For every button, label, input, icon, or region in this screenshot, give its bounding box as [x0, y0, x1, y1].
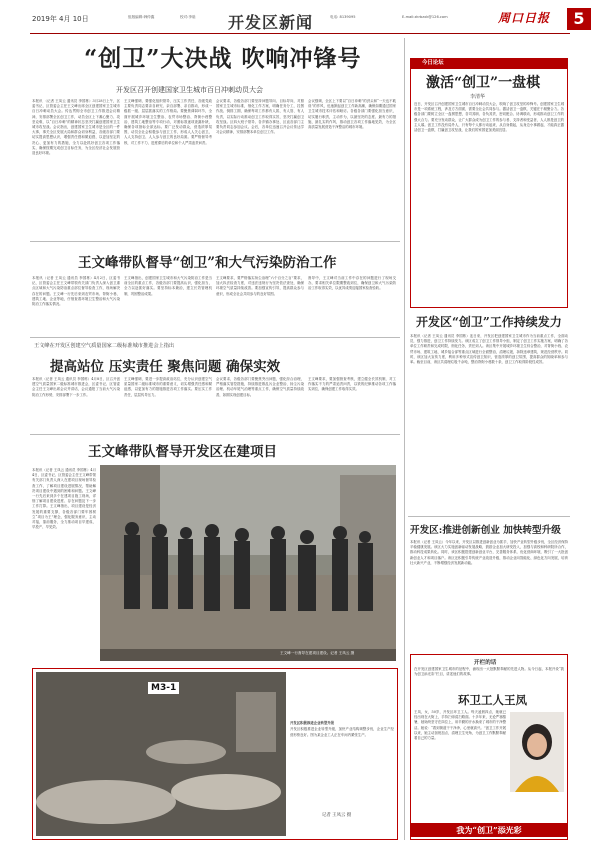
portrait-illustration: [510, 712, 564, 792]
article2-column-3: 王文峰要求，要严格落实扬尘治理“六个百分之百”要求，加大执法检查力度，对违法违规行为坚决依法查处，确保环境空气质量持续改善。要加强宣传引导，提高群众参与意识，形成全社会共同参与的良好氛围。: [216, 276, 304, 296]
lead-subtitle: 开发区召开创建国家卫生城市百日冲刺动员大会: [116, 86, 263, 94]
divider: [30, 337, 400, 338]
workshop-sign: M3-1: [148, 682, 179, 694]
page-number-badge: 5: [567, 8, 591, 30]
newspaper-logo: 周口日报: [498, 11, 551, 25]
work-headline: 开发区“创卫”工作持续发力: [416, 315, 562, 329]
people-headline: 环卫工人王凤: [458, 693, 527, 707]
lead-column-3: 会议要求，各级各部门要坚持问题导向、目标导向，对照国家卫生城市标准，细化工作方案，明确任务分工，挂图作战、倒排工期，确保每项工作都有人抓、有人管、有人负责，以实际行动推动创卫工作取得实效，坚决打赢创卫攻坚战。区四大班子领导、各乡镇办事处、区直各部门主要负责同志参加会议。会后，各单位迅速召开会议传达学习会议精神，安排部署本单位创卫工作。: [216, 99, 304, 135]
portrait-photo: [510, 712, 564, 792]
article2-headline: 王文峰带队督导“创卫”和大气污染防治工作: [78, 255, 337, 271]
article2-column-2: 王文峰指出，创建国家卫生城市和大气污染防治工作是当前全区的重点工作，各级各部门要提高认识，强化担当，全力以赴抓好落实。要坚持标本兼治，建立长效管理机制，巩固整治成果。: [124, 276, 212, 296]
lead-headline: “创卫”大决战 吹响冲锋号: [84, 45, 362, 72]
lead-column-1: 本报讯 （记者 王凤云 通讯员 李国栋）3月28日上午，区委书记、区管委会主任王文峰出席全区创建国家卫生城市百日冲刺动员大会。传达贯彻全市创卫工作推进会议精神，安排部署全区创卫工作，动员全区上下凝心聚力、攻坚克难，以“百日冲刺”的精神状态坚决打赢创建国家卫生城市攻坚战。会议指出，创建国家卫生城市是全区的一件大事，事关全区发展大局和群众切身利益，各级各部门要切实提高思想认识，增强责任感和紧迫感，以更加坚定的决心、更加有力的措施，全力以赴抓好创卫各项工作落实，确保按期完成创卫目标任务，为全区经济社会发展营造良好环境。: [32, 99, 120, 156]
article4-headline: 王文峰带队督导开发区在建项目: [88, 444, 277, 460]
email-info: E-mail:zkrbzxk@126.com: [402, 15, 448, 19]
header-rule: [30, 33, 570, 34]
column-intro-label: 开栏的话: [474, 660, 497, 666]
phone-info: 电话: 8139095: [330, 15, 356, 19]
people-footer-bar: 我为“创卫”添光彩: [410, 823, 568, 837]
forum-ribbon: 今日论坛: [410, 58, 568, 69]
article3-kicker: 王文峰在开发区创建空气质量国家二级标准城市推进会上指出: [34, 343, 175, 349]
article3-headline: 提高站位 压实责任 聚焦问题 确保实效: [50, 359, 281, 375]
bottom-photo-caption: [290, 720, 394, 806]
bottom-photo-caption-text: 开发区积极推进企业转型升级，加快产业结构调整步伐，企业生产经营形势良好。图为某企业工人正在车间内紧张生产。: [290, 727, 394, 737]
forum-headline: 激活“创卫”一盘棋: [426, 75, 541, 91]
innovation-text: 本报讯（记者 王凤云）今年以来，开发区以推进创新创业为抓手，加快产业转型升级步伐，全区经济保持平稳健康发展。该区大力实施创新驱动发展战略，鼓励企业加大研发投入，加强与高校和科研院所合作，推动科技成果转化。同时，该区积极搭建创新创业平台，完善服务体系，优化营商环境，吸引了一大批创新创业人才和项目落户。该区还积极引导传统产业改造升级，推动企业向智能化、绿色化方向发展，培育壮大新兴产业，不断增强经济发展新动能。: [410, 540, 568, 565]
factory-photo-illustration: [36, 672, 286, 836]
lead-column-4: 会议强调，全区上下要以“百日冲刺”的劲头和“一天也不耽误”的作风，迅速掀起创卫工作新高潮，确保如期通过国家卫生城市技术评估和暗访。各级各部门要强化担当意识，切实履行职责，主动作为，以最坚决的态度、最有力的措施、最扎实的作风，推动创卫各项工作落地见效，为全区高质量发展营造干净整洁的城市环境。: [308, 99, 396, 130]
article3-column-2: 王文峰强调，要进一步提高政治站位，充分认识创建空气质量国家二级标准城市的重要意义，切实增强责任感和紧迫感，以更加有力的措施推进各项工作落实。要压实工作责任，层层传导压力。: [124, 377, 212, 397]
photo-caption: 王文峰一行督导在建项目建设。记者 王凤云 摄: [280, 651, 355, 655]
article3-column-4: 王文峰要求，要加强督查考核，建立健全长效机制，对工作落实不力的严肃追责问责，以铁的纪律推动各项工作落实到位，确保创建工作取得实效。: [308, 377, 396, 392]
issue-date: 2019年 4月 10日: [32, 15, 89, 23]
column-intro-text: 在开发区创建国家卫生城市的征程中，涌现出一大批默默奉献的先进人物。从今日起，本报开设“我为创卫添光彩”栏目，讲述他们的故事。: [414, 667, 564, 677]
divider: [30, 241, 400, 242]
inspection-photo-illustration: [100, 465, 396, 661]
divider: [30, 434, 400, 435]
proofreader-credit: 校对:李晗: [180, 15, 196, 19]
lead-column-2: 王文峰强调，要强化组织领导，压实工作责任，各级党政主要负责同志要亲自研究、亲自部署、亲自推动，形成一级抓一级、层层抓落实的工作格局。要聚焦薄弱环节，全面开展城乡环境卫生整治、农贸市场整治、背街小巷整治、建筑工地整治等专项行动，对照标准逐项查漏补缺，确保各项指标全部达标。要广泛发动群众，营造浓厚氛围，动员全社会积极参与创卫工作，形成人人关心创卫、人人支持创卫、人人参与创卫的良好局面。要严格督导考核，对工作不力、进度滞后的单位和个人严肃追责问责。: [124, 99, 212, 145]
factory-photo: [36, 672, 286, 836]
innovation-headline: 开发区:推进创新创业 加快转型升级: [410, 525, 561, 536]
page-title: 开发区新闻: [228, 13, 314, 32]
article3-column-3: 会议要求，各级各部门要聚焦突出问题，强化综合治理，严格落实管控措施，持续推进散乱污企业整治、扬尘污染治理、机动车尾气治理等重点工作，确保空气质量持续改善，如期实现创建目标。: [216, 377, 304, 397]
people-text: 王凤，女，50岁，开发区环卫工人。每天凌晨四点，她就已经出现在大街上，手持扫帚清扫路面。十多年来，无论严寒酷暑，她始终坚守在岗位上，用辛勤的汗水换来了城市的干净整洁。她说：“看到街道干干净净，心里就高兴。”创卫工作开展以来，她主动加班加点，清理卫生死角，为创卫工作默默奉献着自己的力量。: [414, 710, 506, 741]
article2-column-4: 督导中，王文峰对当前工作中存在的问题进行了现场交办，要求相关单位限期整改到位，确保创卫和大气污染防治工作取得实效，以优异成绩迎接国家检查验收。: [308, 276, 396, 291]
bottom-photo-caption-title: 开发区积极推进企业转型升级: [290, 721, 335, 725]
bottom-photo-credit: 记者 王凤云 摄: [322, 813, 352, 818]
project-inspection-photo: [100, 465, 396, 661]
article2-column-1: 本报讯（记者 王凤云 通讯员 李国栋）4月2日，区委书记、区管委会主任王文峰带领有关部门负责人深入创卫重点区域和大气污染防治重点部位督导检查工作，现场解决存在的问题。王文峰一行先后来到农贸市场、背街小巷、建筑工地、企业等地，仔细查看环境卫生整治和大气污染防治工作落实情况。: [32, 276, 120, 307]
divider: [408, 516, 570, 517]
editor-credit: 组版编辑:韩仲鑫: [128, 15, 155, 19]
column-divider: [404, 38, 405, 840]
work-text: 本报讯（记者 王凤云 通讯员 李国栋）连日来，开发区把创建国家卫生城市作为当前重点工作，全面动员，强力推进，创卫工作持续发力。该区成立了创卫工作领导小组，制定了创卫工作实施方案，明确了各单位工作职责和完成时限，细化任务，责任到人。该区集中开展城乡环境卫生综合整治，对背街小巷、农贸市场、建筑工地、城乡接合部等重点区域进行全面整治，清理垃圾，拆除违章建筑，规范经营秩序。同时，该区加大宣传力度，利用多种形式宣传创卫知识，营造浓厚的创卫氛围，提高群众的知晓率和参与率。截至目前，该区共清理垃圾千余吨，整治背街小巷数十条，创卫工作取得阶段性成效。: [410, 334, 568, 365]
article3-column-1: 本报讯（记者 王凤云 通讯员 李国栋）4月8日，区召开创建空气质量国家二级标准城市推进会，区委书记、区管委会主任王文峰出席会议并讲话，会议通报了当前大气污染防治工作形势，安排部署下一步工作。: [32, 377, 120, 397]
article4-text: 本报讯（记者 王凤云 通讯员 李国栋）4月4日，区委书记、区管委会主任王文峰带领有关部门负责人深入在建项目现场督导检查工作，了解项目建设进展情况，帮助解决项目建设中遇到的困难和问题。王文峰一行先后来到多个在建项目施工现场，详细了解项目建设进度、存在问题及下一步工作打算。王文峰指出，项目建设是经济发展的重要支撑，各级各部门要牢固树立“项目为王”理念，强化服务意识，主动对接，靠前服务，全力推动项目早建成、早投产、早见效。: [32, 468, 96, 530]
masthead: [0, 6, 600, 32]
forum-text: 近日，开发区召开创建国家卫生城市百日冲刺动员大会，吹响了创卫攻坚的冲锋号。创建国家卫生城市是一项系统工程，涉及方方面面，需要全社会共同参与。激活创卫一盘棋，关键在于凝聚合力。各级各部门要树立全区一盘棋思想，各司其职、各负其责，密切配合、协调联动，形成推动创卫工作的强大合力。要充分发动群众，让广大群众成为创卫工作的参与者、支持者和受益者，人人都是创卫的主人翁。创卫工作没有局外人，只有每个人都行动起来，从自身做起，从身边小事做起，才能真正激活创卫一盘棋，打赢创卫攻坚战，让我们的家园更加美丽宜居。: [414, 102, 564, 133]
forum-author: 李清华: [470, 94, 486, 100]
